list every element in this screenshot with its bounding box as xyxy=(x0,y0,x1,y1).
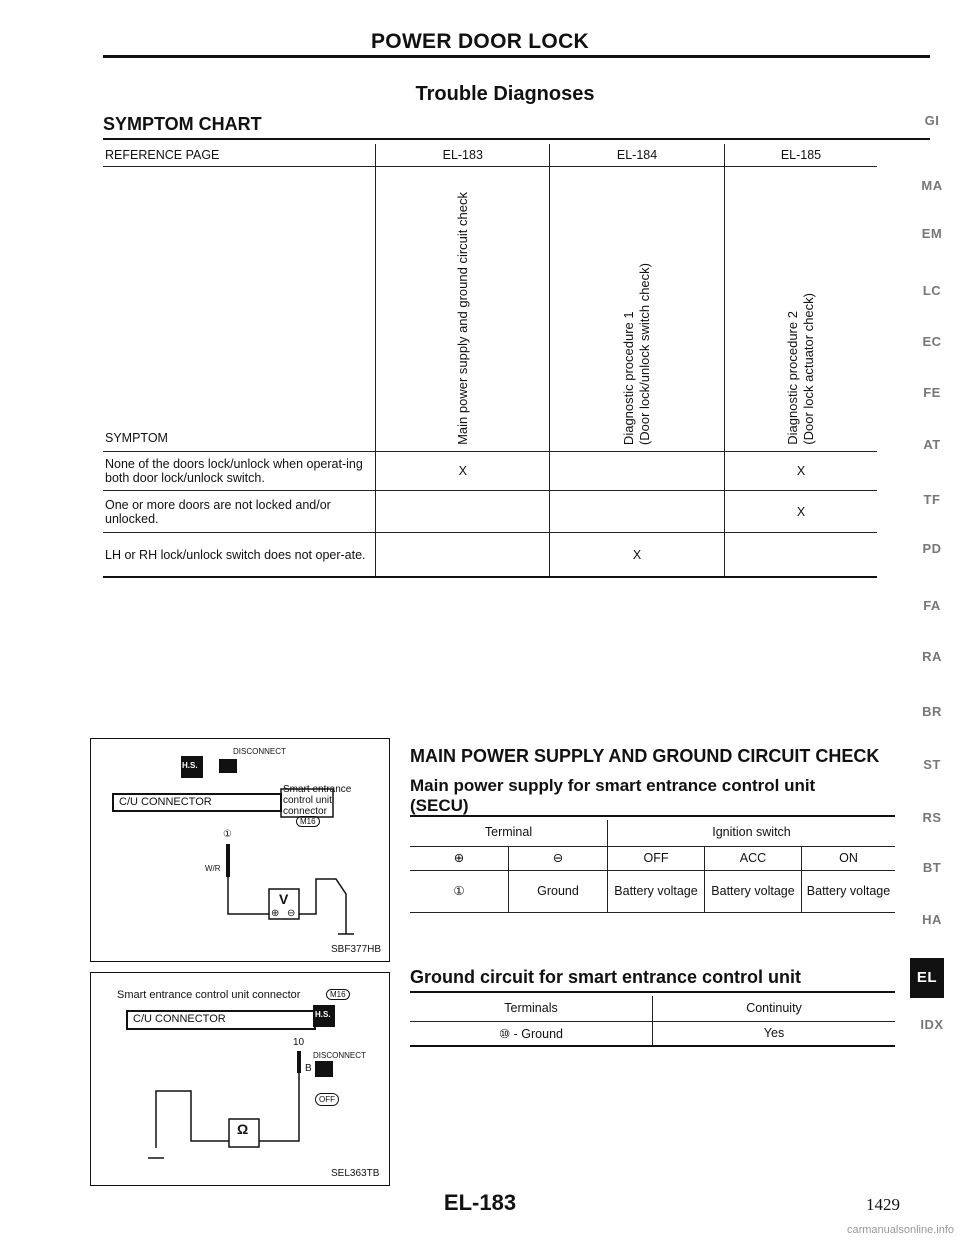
figure-code-2: SEL363TB xyxy=(331,1168,380,1179)
ground-check-diagram-svg xyxy=(91,973,389,1185)
procedure-main-power: Main power supply and ground circuit check xyxy=(454,192,470,445)
ignition-header: Ignition switch xyxy=(608,820,896,846)
symptom-row-3: LH or RH lock/unlock switch does not oper-ate. xyxy=(103,533,376,578)
row-acc-value: Battery voltage xyxy=(705,870,802,912)
ground-terminal-value: ⑩ - Ground xyxy=(410,1021,653,1046)
mark-cell xyxy=(550,491,725,533)
page-number: 1429 xyxy=(866,1195,900,1214)
ground-wire-2 xyxy=(156,1091,229,1148)
page-subtitle: Trouble Diagnoses xyxy=(415,83,595,105)
minus-terminal: ⊖ xyxy=(287,908,296,919)
side-index-ra[interactable]: RA xyxy=(922,649,942,664)
plus-terminal: ⊕ xyxy=(271,908,280,919)
ohmmeter-label: Ω xyxy=(237,1121,249,1137)
symptom-chart-table xyxy=(103,144,877,578)
header-rule xyxy=(103,55,930,58)
side-index-bt[interactable]: BT xyxy=(922,860,942,875)
side-index-ma[interactable]: MA xyxy=(921,178,943,193)
mark-cell: X xyxy=(376,452,550,491)
page-code: EL-183 xyxy=(443,1190,517,1215)
disconnect-label-2: DISCONNECT xyxy=(313,1051,366,1060)
ref-page-el184: EL-184 xyxy=(550,144,725,167)
procedure-diag-1: Diagnostic procedure 1 (Door lock/unlock switch check) xyxy=(621,262,653,445)
mark-cell xyxy=(550,452,725,491)
disconnect-icon-2 xyxy=(315,1061,333,1077)
procedure-diag-2: Diagnostic procedure 2 (Door lock actuator check) xyxy=(784,293,816,445)
watermark: carmanualsonline.info xyxy=(846,1224,954,1236)
ref-page-el183: EL-183 xyxy=(376,144,550,167)
side-index-br[interactable]: BR xyxy=(922,704,942,719)
wire-color: W/R xyxy=(205,864,221,873)
continuity-value: Yes xyxy=(653,1021,896,1046)
ref-page-label: REFERENCE PAGE xyxy=(103,144,376,167)
pin-number: ① xyxy=(223,829,232,840)
disconnect-label: DISCONNECT xyxy=(233,747,286,756)
terminal-header: Terminal xyxy=(410,820,608,846)
pin-number-2: 10 xyxy=(293,1037,305,1048)
side-index-tf[interactable]: TF xyxy=(923,492,941,507)
side-index-idx[interactable]: IDX xyxy=(920,1017,944,1032)
section-title: MAIN POWER SUPPLY AND GROUND CIRCUIT CHECK xyxy=(410,746,880,766)
diagram-power-check xyxy=(90,738,390,962)
row-terminal: ① xyxy=(410,870,509,912)
mark-cell xyxy=(724,533,877,578)
side-index-at[interactable]: AT xyxy=(923,437,941,452)
col-minus: ⊖ xyxy=(509,846,608,870)
side-index-em[interactable]: EM xyxy=(921,226,943,241)
symptom-row-1: None of the doors lock/unlock when operat-ing both door lock/unlock switch. xyxy=(103,452,376,491)
power-supply-table xyxy=(410,820,895,913)
col-off: OFF xyxy=(608,846,705,870)
continuity-header: Continuity xyxy=(653,996,896,1021)
mark-cell xyxy=(376,533,550,578)
row-on-value: Battery voltage xyxy=(802,870,896,912)
diagram-ground-check xyxy=(90,972,390,1186)
row-ground: Ground xyxy=(509,870,608,912)
side-index-gi[interactable]: GI xyxy=(924,113,940,128)
col-plus: ⊕ xyxy=(410,846,509,870)
wire-path xyxy=(228,877,269,914)
mark-cell: X xyxy=(724,452,877,491)
page-title: POWER DOOR LOCK xyxy=(371,30,589,53)
side-index-el[interactable]: EL xyxy=(910,958,944,998)
meter-wire xyxy=(259,1073,299,1141)
diagram2-title: Smart entrance control unit connector xyxy=(117,989,301,1001)
side-index-pd[interactable]: PD xyxy=(922,541,942,556)
side-index-st[interactable]: ST xyxy=(923,757,941,772)
col-acc: ACC xyxy=(705,846,802,870)
side-index-rs[interactable]: RS xyxy=(922,810,942,825)
ground-wire xyxy=(299,879,346,934)
col-on: ON xyxy=(802,846,896,870)
voltmeter-label: V xyxy=(279,891,289,907)
symptom-label: SYMPTOM xyxy=(103,167,376,452)
mark-cell: X xyxy=(550,533,725,578)
connector-code-2: M16 xyxy=(326,989,350,1000)
row-off-value: Battery voltage xyxy=(608,870,705,912)
connector-label-2: C/U CONNECTOR xyxy=(133,1013,226,1025)
hs-label-2: H.S. xyxy=(315,1010,331,1019)
ground-circuit-table xyxy=(410,996,895,1047)
side-index-fa[interactable]: FA xyxy=(923,598,941,613)
mark-cell: X xyxy=(724,491,877,533)
side-index-ha[interactable]: HA xyxy=(922,912,942,927)
b-label: B xyxy=(305,1063,312,1074)
power-supply-heading: Main power supply for smart entrance control unit (SECU) xyxy=(410,776,816,815)
side-index-ec[interactable]: EC xyxy=(922,334,942,349)
symptom-row-2: One or more doors are not locked and/or unlocked. xyxy=(103,491,376,533)
ground-circuit-heading: Ground circuit for smart entrance control unit xyxy=(410,967,802,987)
disconnect-icon xyxy=(219,759,237,773)
figure-code: SBF377HB xyxy=(331,944,382,955)
terminals-header: Terminals xyxy=(410,996,653,1021)
symptom-chart-rule xyxy=(103,138,930,140)
symptom-chart-title: SYMPTOM CHART xyxy=(103,114,262,134)
side-index-lc[interactable]: LC xyxy=(922,283,942,298)
side-index-fe[interactable]: FE xyxy=(923,385,941,400)
hs-label: H.S. xyxy=(182,761,198,770)
power-heading-rule xyxy=(410,815,895,817)
mark-cell xyxy=(376,491,550,533)
ref-page-el185: EL-185 xyxy=(724,144,877,167)
connector-code: M16 xyxy=(296,816,320,827)
off-icon: OFF xyxy=(315,1093,339,1106)
connector-description: Smart entrance control unit connector xyxy=(283,784,352,817)
connector-label: C/U CONNECTOR xyxy=(119,796,212,808)
power-check-diagram-svg xyxy=(91,739,389,961)
ground-heading-rule xyxy=(410,991,895,993)
